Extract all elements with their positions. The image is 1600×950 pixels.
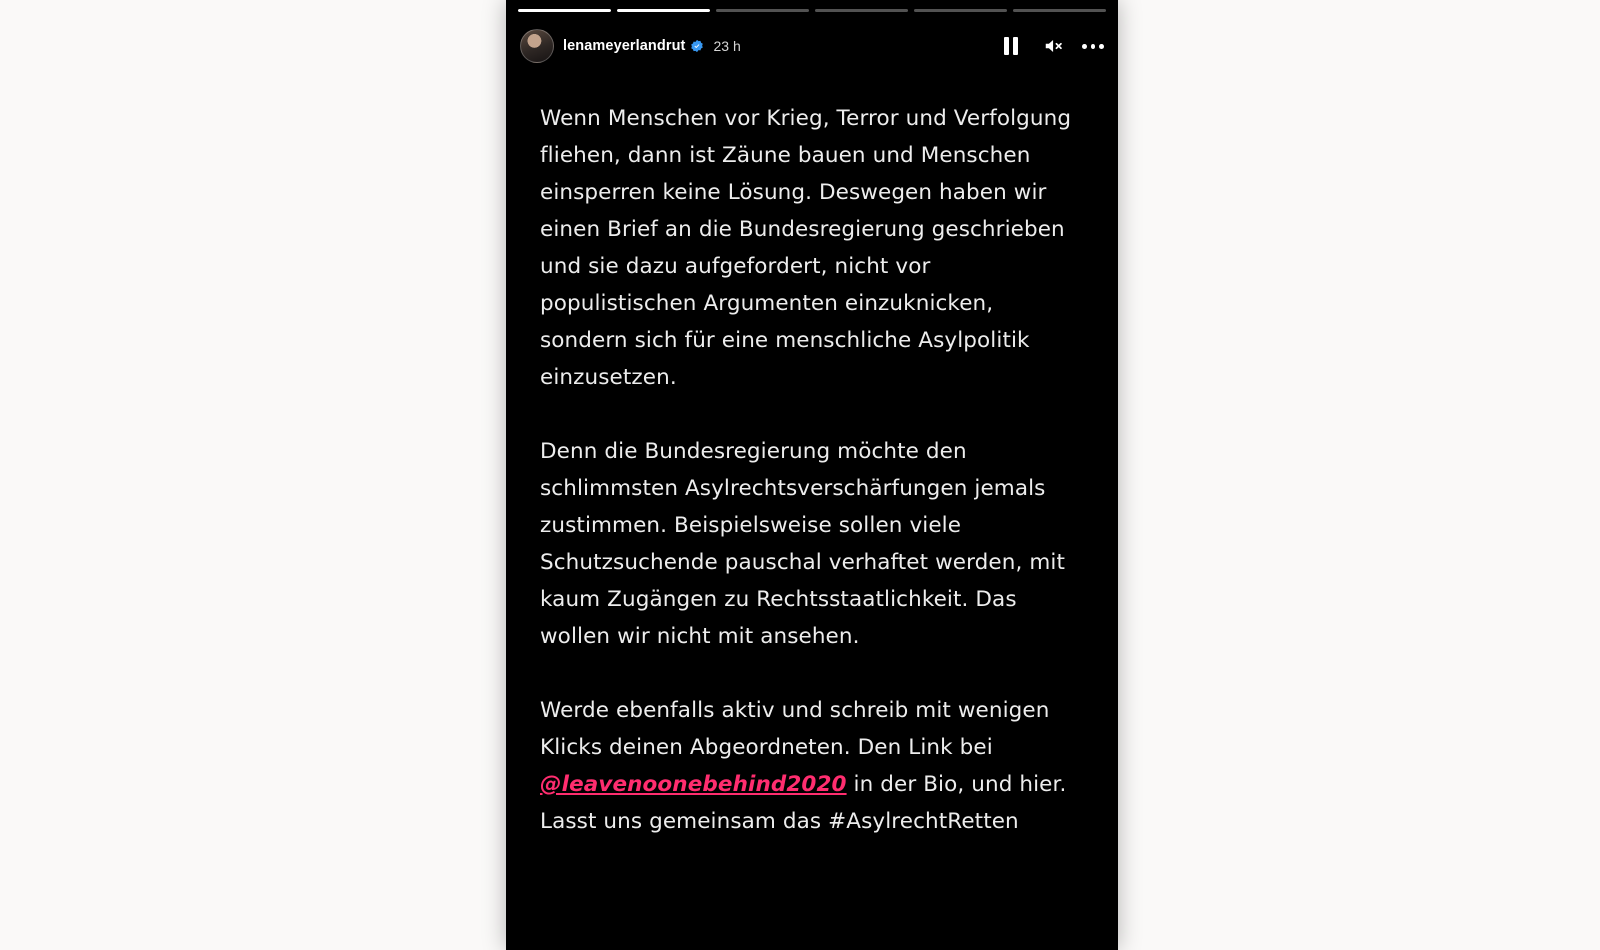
pause-icon[interactable]: [1004, 37, 1026, 55]
story-paragraph-2: Denn die Bundesregierung möchte den schlimmsten Asylrechtsverschärfungen jemals zustimmen. Beispielsweise sollen viele Schutzsuchende pauschal verhaftet werden, mit kaum Zugängen zu Rechtsstaatlichkeit. Das wollen wir nicht mit ansehen.: [540, 439, 1065, 649]
progress-segment[interactable]: [1013, 9, 1106, 12]
story-viewer[interactable]: [506, 0, 1118, 950]
username-label[interactable]: lenameyerlandrut: [563, 38, 686, 54]
verified-badge-icon: [690, 39, 704, 53]
paragraph-3-lead: Werde ebenfalls aktiv und schreib mit wenigen Klicks deinen Abgeordneten. Den Link bei: [540, 698, 1050, 760]
progress-fill: [617, 9, 710, 12]
progress-segment[interactable]: [617, 9, 710, 12]
paragraph-3-tail: in der Bio, und hier. Lasst uns gemeinsam das #AsylrechtRetten: [540, 772, 1067, 834]
story-progress-bar: [506, 9, 1118, 13]
progress-segment[interactable]: [914, 9, 1007, 12]
story-paragraph-1: Wenn Menschen vor Krieg, Terror und Verfolgung fliehen, dann ist Zäune bauen und Menschen einsperren keine Lösung. Deswegen haben wir einen Brief an die Bundesregierung geschrieben und sie dazu aufgefordert, nicht vor populistischen Argumenten einzuknicken, sondern sich für eine menschliche Asylpolitik einzusetzen.: [540, 106, 1072, 390]
story-header: [506, 22, 1118, 70]
story-header-actions: [1004, 35, 1104, 57]
more-options-icon[interactable]: [1082, 35, 1104, 57]
progress-segment[interactable]: [716, 9, 809, 12]
avatar[interactable]: [520, 29, 554, 63]
next-story-tap-zone[interactable]: [968, 78, 1118, 950]
progress-segment[interactable]: [815, 9, 908, 12]
progress-segment[interactable]: [518, 9, 611, 12]
mention-link[interactable]: @leavenoonebehind2020: [540, 772, 847, 797]
timestamp-label: 23 h: [713, 38, 741, 54]
previous-story-tap-zone[interactable]: [506, 78, 656, 950]
mute-icon[interactable]: [1043, 35, 1065, 57]
progress-fill: [518, 9, 611, 12]
